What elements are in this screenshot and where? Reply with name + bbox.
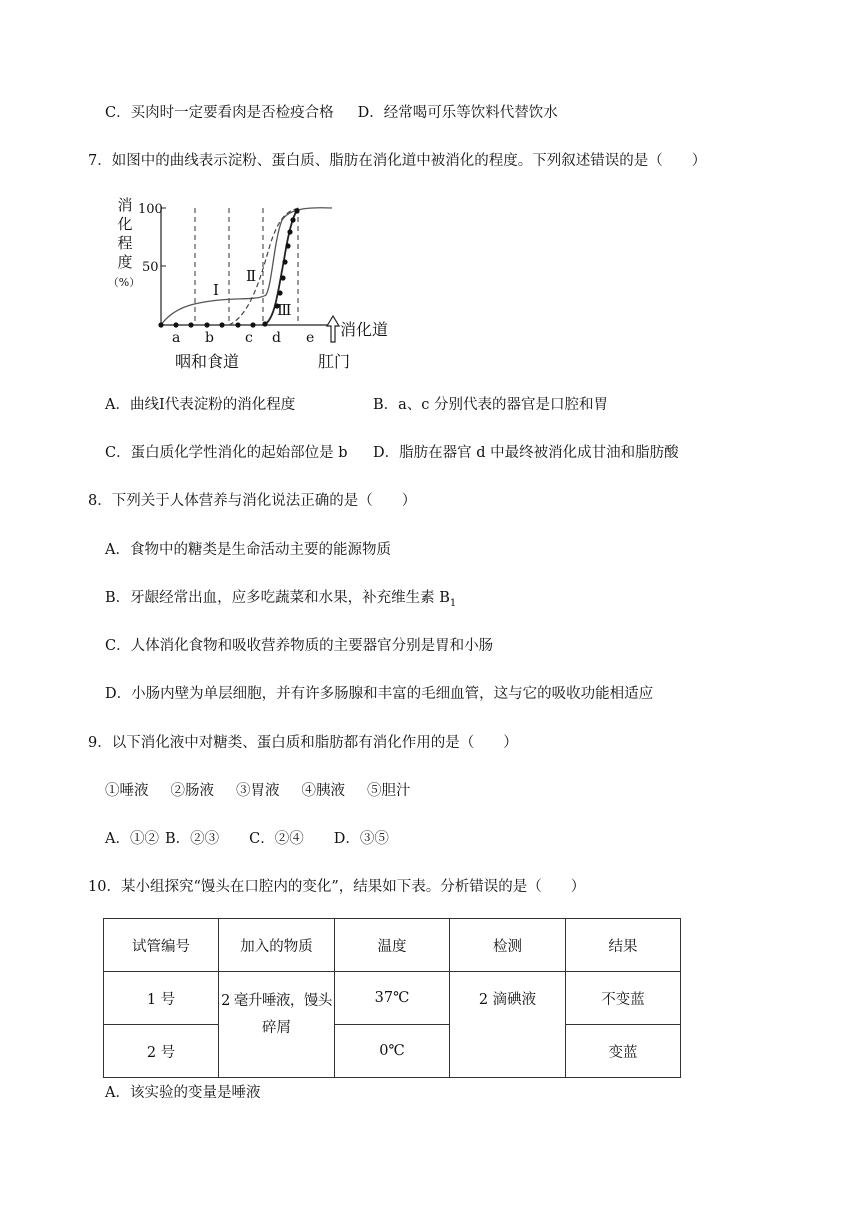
temp-2: 0℃ [335, 1025, 450, 1078]
q9-options [105, 829, 389, 849]
ylabel-char-3: 程 [117, 234, 133, 252]
q7-option-b: B．a、c 分别代表的器官是口腔和胃 [373, 397, 609, 413]
up-arrow-icon [327, 316, 339, 342]
q6-option-d: D．经常喝可乐等饮料代替饮水 [357, 105, 558, 121]
table-header-row [104, 919, 681, 972]
segment-c: c [245, 330, 253, 346]
table-row [104, 1025, 681, 1078]
q9-item-3: ③胃液 [236, 783, 280, 799]
y-tick-50: 50 [142, 260, 159, 275]
result-2: 变蓝 [566, 1025, 681, 1078]
segment-d: d [272, 330, 281, 346]
q9-item-5: ⑤胆汁 [367, 783, 411, 799]
q8-option-b-subscript: 1 [449, 597, 457, 609]
x-axis-label: 消化道 [340, 320, 389, 339]
q7-stem: 7．如图中的曲线表示淀粉、蛋白质、脂肪在消化道中被消化的程度。下列叙述错误的是（ ） [88, 153, 707, 169]
q7-option-c: C．蛋白质化学性消化的起始部位是 b [105, 445, 348, 461]
ylabel-char-1: 消 [117, 196, 133, 214]
q9-stem: 9．以下消化液中对糖类、蛋白质和脂肪都有消化作用的是（ ） [88, 735, 518, 751]
q9-option-c: C．②④ [249, 831, 304, 847]
curve-label-III: Ⅲ [277, 301, 292, 319]
y-tick-100: 100 [138, 202, 163, 217]
temp-1: 37℃ [335, 972, 450, 1025]
experiment-table [103, 918, 681, 1078]
detect-cell: 2 滴碘液 [450, 972, 566, 1078]
q9-item-2: ②肠液 [170, 783, 214, 799]
curve-label-I: Ⅰ [213, 281, 219, 299]
q9-item-4: ④胰液 [301, 783, 345, 799]
q6-option-c: C．买肉时一定要看肉是否检疫合格 [105, 105, 334, 121]
curve-label-II: Ⅱ [246, 267, 257, 285]
substance-line-2: 碎屑 [262, 1020, 291, 1036]
digestion-curve-figure [100, 190, 400, 380]
q8-option-c: C．人体消化食物和吸收营养物质的主要器官分别是胃和小肠 [105, 638, 494, 654]
start-label: 咽和食道 [175, 352, 240, 371]
q8-stem: 8．下列关于人体营养与消化说法正确的是（ ） [88, 493, 417, 509]
header-temperature: 温度 [335, 919, 450, 972]
table-row [104, 972, 681, 1025]
q8-option-b [105, 588, 456, 614]
q7-option-d: D．脂肪在器官 d 中最终被消化成甘油和脂肪酸 [373, 445, 679, 461]
end-label: 肛门 [318, 352, 351, 371]
header-result: 结果 [566, 919, 681, 972]
substance-cell [219, 972, 335, 1078]
q10-option-a: A．该实验的变量是唾液 [105, 1085, 261, 1101]
ylabel-char-2: 化 [117, 215, 133, 233]
q9-items [105, 781, 411, 801]
q9-option-d: D．③⑤ [333, 831, 389, 847]
segment-e: e [306, 330, 315, 346]
header-substance: 加入的物质 [219, 919, 335, 972]
tube-2: 2 号 [104, 1025, 219, 1078]
header-tube: 试管编号 [104, 919, 219, 972]
q9-option-a: A．①② [105, 831, 159, 847]
segment-b: b [205, 330, 214, 346]
header-detection: 检测 [450, 919, 566, 972]
result-1: 不变蓝 [566, 972, 681, 1025]
q8-option-a: A．食物中的糖类是生命活动主要的能源物质 [105, 542, 391, 558]
q9-item-1: ①唾液 [105, 783, 149, 799]
q6-options [105, 103, 558, 123]
q7-option-a: A．曲线Ⅰ代表淀粉的消化程度 [105, 397, 296, 413]
substance-line-1: 2 毫升唾液，馒头 [221, 993, 332, 1009]
q9-option-b: B．②③ [164, 831, 220, 847]
q10-stem: 10．某小组探究“馒头在口腔内的变化”，结果如下表。分析错误的是（ ） [88, 879, 586, 895]
ylabel-unit: （%） [107, 276, 141, 289]
q8-option-d: D．小肠内壁为单层细胞，并有许多肠腺和丰富的毛细血管，这与它的吸收功能相适应 [105, 686, 654, 702]
q8-option-b-text: B．牙龈经常出血，应多吃蔬菜和水果，补充维生素 B [105, 590, 450, 606]
tube-1: 1 号 [104, 972, 219, 1025]
ylabel-char-4: 度 [117, 253, 133, 271]
segment-a: a [172, 330, 181, 346]
